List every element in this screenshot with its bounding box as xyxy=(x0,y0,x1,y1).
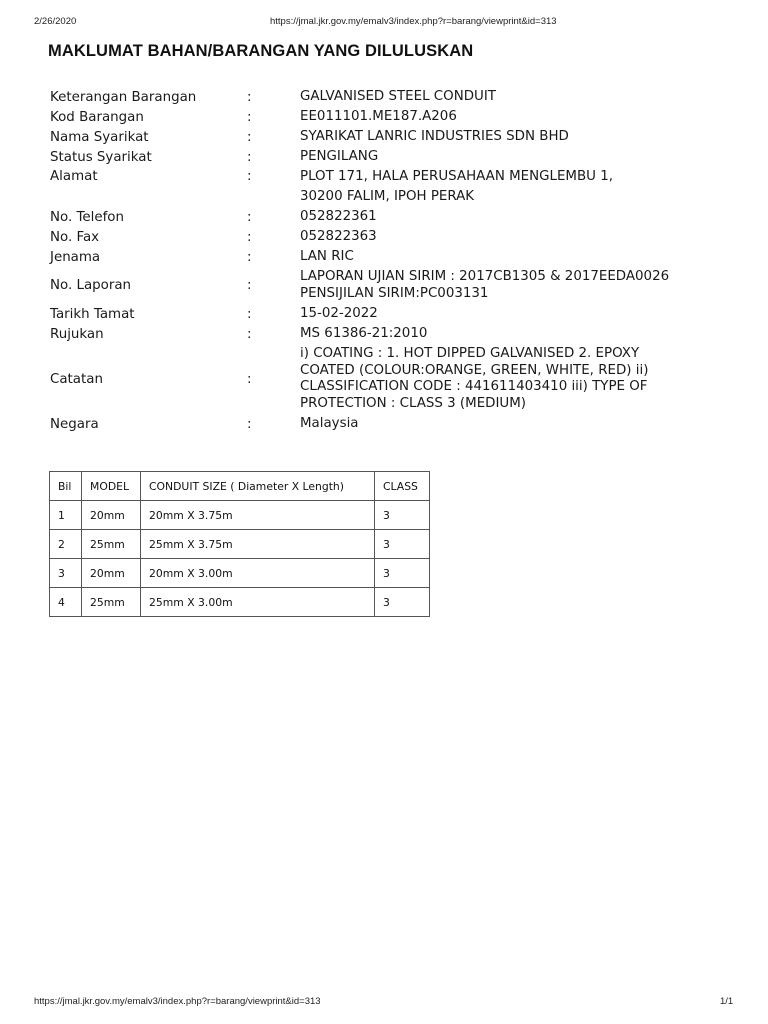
field-value: 15-02-2022 xyxy=(300,305,378,321)
field-label: No. Fax xyxy=(50,229,100,245)
field-value: PENGILANG xyxy=(300,148,379,164)
cell-bil: 3 xyxy=(50,559,82,588)
field-label: Alamat xyxy=(50,169,98,184)
field-value: LAN RIC xyxy=(300,248,354,264)
column-header-model: MODEL xyxy=(82,472,141,501)
field-negara xyxy=(50,414,740,434)
note-line-4: PROTECTION : CLASS 3 (MEDIUM) xyxy=(300,395,527,411)
field-value xyxy=(300,167,740,207)
cell-conduit-size: 25mm X 3.75m xyxy=(141,530,375,559)
print-date: 2/26/2020 xyxy=(34,16,77,27)
column-header-class: CLASS xyxy=(375,472,430,501)
field-label: Jenama xyxy=(50,249,101,265)
field-fax xyxy=(50,227,740,247)
field-value: MS 61386-21:2010 xyxy=(300,325,428,341)
field-value: EE011101.ME187.A206 xyxy=(300,108,457,124)
cell-class: 3 xyxy=(375,588,430,617)
table-row xyxy=(50,559,430,588)
cell-model: 25mm xyxy=(82,530,141,559)
field-value: Malaysia xyxy=(300,415,359,431)
cell-class: 3 xyxy=(375,530,430,559)
field-value: 052822363 xyxy=(300,228,377,244)
cell-class: 3 xyxy=(375,559,430,588)
field-value xyxy=(300,346,740,412)
cell-bil: 1 xyxy=(50,501,82,530)
address-line-1: PLOT 171, HALA PERUSAHAAN MENGLEMBU 1, xyxy=(300,169,614,184)
field-separator: : xyxy=(247,371,252,387)
cell-class: 3 xyxy=(375,501,430,530)
cell-bil: 4 xyxy=(50,588,82,617)
field-catatan xyxy=(50,344,740,414)
field-label: Nama Syarikat xyxy=(50,129,149,145)
field-value: GALVANISED STEEL CONDUIT xyxy=(300,88,496,104)
note-line-2: COATED (COLOUR:ORANGE, GREEN, WHITE, RED) ii) xyxy=(300,362,649,378)
field-separator: : xyxy=(247,109,252,125)
table-header-row xyxy=(50,472,430,501)
report-line-1: LAPORAN UJIAN SIRIM : 2017CB1305 & 2017EEDA0026 xyxy=(300,269,670,284)
address-line-2: 30200 FALIM, IPOH PERAK xyxy=(300,189,475,204)
field-value xyxy=(300,269,740,302)
table-row xyxy=(50,588,430,617)
field-nama-syarikat xyxy=(50,127,740,147)
column-header-bil: Bil xyxy=(50,472,82,501)
field-label: Negara xyxy=(50,416,99,432)
field-jenama xyxy=(50,247,740,267)
cell-conduit-size: 25mm X 3.00m xyxy=(141,588,375,617)
cell-conduit-size: 20mm X 3.00m xyxy=(141,559,375,588)
page-title: MAKLUMAT BAHAN/BARANGAN YANG DILULUSKAN xyxy=(48,42,474,60)
field-alamat xyxy=(50,167,740,207)
field-rujukan xyxy=(50,324,740,344)
table-row xyxy=(50,530,430,559)
field-label: Catatan xyxy=(50,371,103,387)
cell-conduit-size: 20mm X 3.75m xyxy=(141,501,375,530)
field-tarikh-tamat xyxy=(50,304,740,324)
field-separator: : xyxy=(247,149,252,165)
column-header-conduit-size: CONDUIT SIZE ( Diameter X Length) xyxy=(141,472,375,501)
field-separator: : xyxy=(247,129,252,145)
cell-model: 25mm xyxy=(82,588,141,617)
field-label: Status Syarikat xyxy=(50,149,152,165)
report-line-2: PENSIJILAN SIRIM:PC003131 xyxy=(300,285,489,301)
field-separator: : xyxy=(247,169,252,184)
print-header-url: https://jmal.jkr.gov.my/emalv3/index.php?r=barang/viewprint&id=313 xyxy=(270,16,557,27)
field-value: 052822361 xyxy=(300,208,377,224)
field-label: Kod Barangan xyxy=(50,109,144,125)
field-value: SYARIKAT LANRIC INDUSTRIES SDN BHD xyxy=(300,128,569,144)
field-separator: : xyxy=(247,278,252,293)
table-row xyxy=(50,501,430,530)
note-line-3: CLASSIFICATION CODE : 441611403410 iii) TYPE OF xyxy=(300,379,648,394)
field-separator: : xyxy=(247,249,252,265)
note-line-1: i) COATING : 1. HOT DIPPED GALVANISED 2. EPOXY xyxy=(300,346,640,361)
field-separator: : xyxy=(247,89,252,105)
field-separator: : xyxy=(247,326,252,342)
field-kod xyxy=(50,107,740,127)
field-telefon xyxy=(50,207,740,227)
field-label: No. Telefon xyxy=(50,209,124,225)
conduit-table xyxy=(49,471,430,617)
field-keterangan xyxy=(50,87,740,107)
cell-model: 20mm xyxy=(82,501,141,530)
field-label: Keterangan Barangan xyxy=(50,89,197,105)
field-separator: : xyxy=(247,229,252,245)
info-list xyxy=(50,87,740,434)
field-separator: : xyxy=(247,416,252,432)
field-label: No. Laporan xyxy=(50,278,132,293)
field-label: Rujukan xyxy=(50,326,104,342)
field-label: Tarikh Tamat xyxy=(50,306,135,322)
cell-bil: 2 xyxy=(50,530,82,559)
cell-model: 20mm xyxy=(82,559,141,588)
field-separator: : xyxy=(247,209,252,225)
print-footer-url: https://jmal.jkr.gov.my/emalv3/index.php?r=barang/viewprint&id=313 xyxy=(34,996,321,1007)
field-laporan xyxy=(50,267,740,304)
field-status-syarikat xyxy=(50,147,740,167)
field-separator: : xyxy=(247,306,252,322)
page-number: 1/1 xyxy=(720,996,734,1007)
